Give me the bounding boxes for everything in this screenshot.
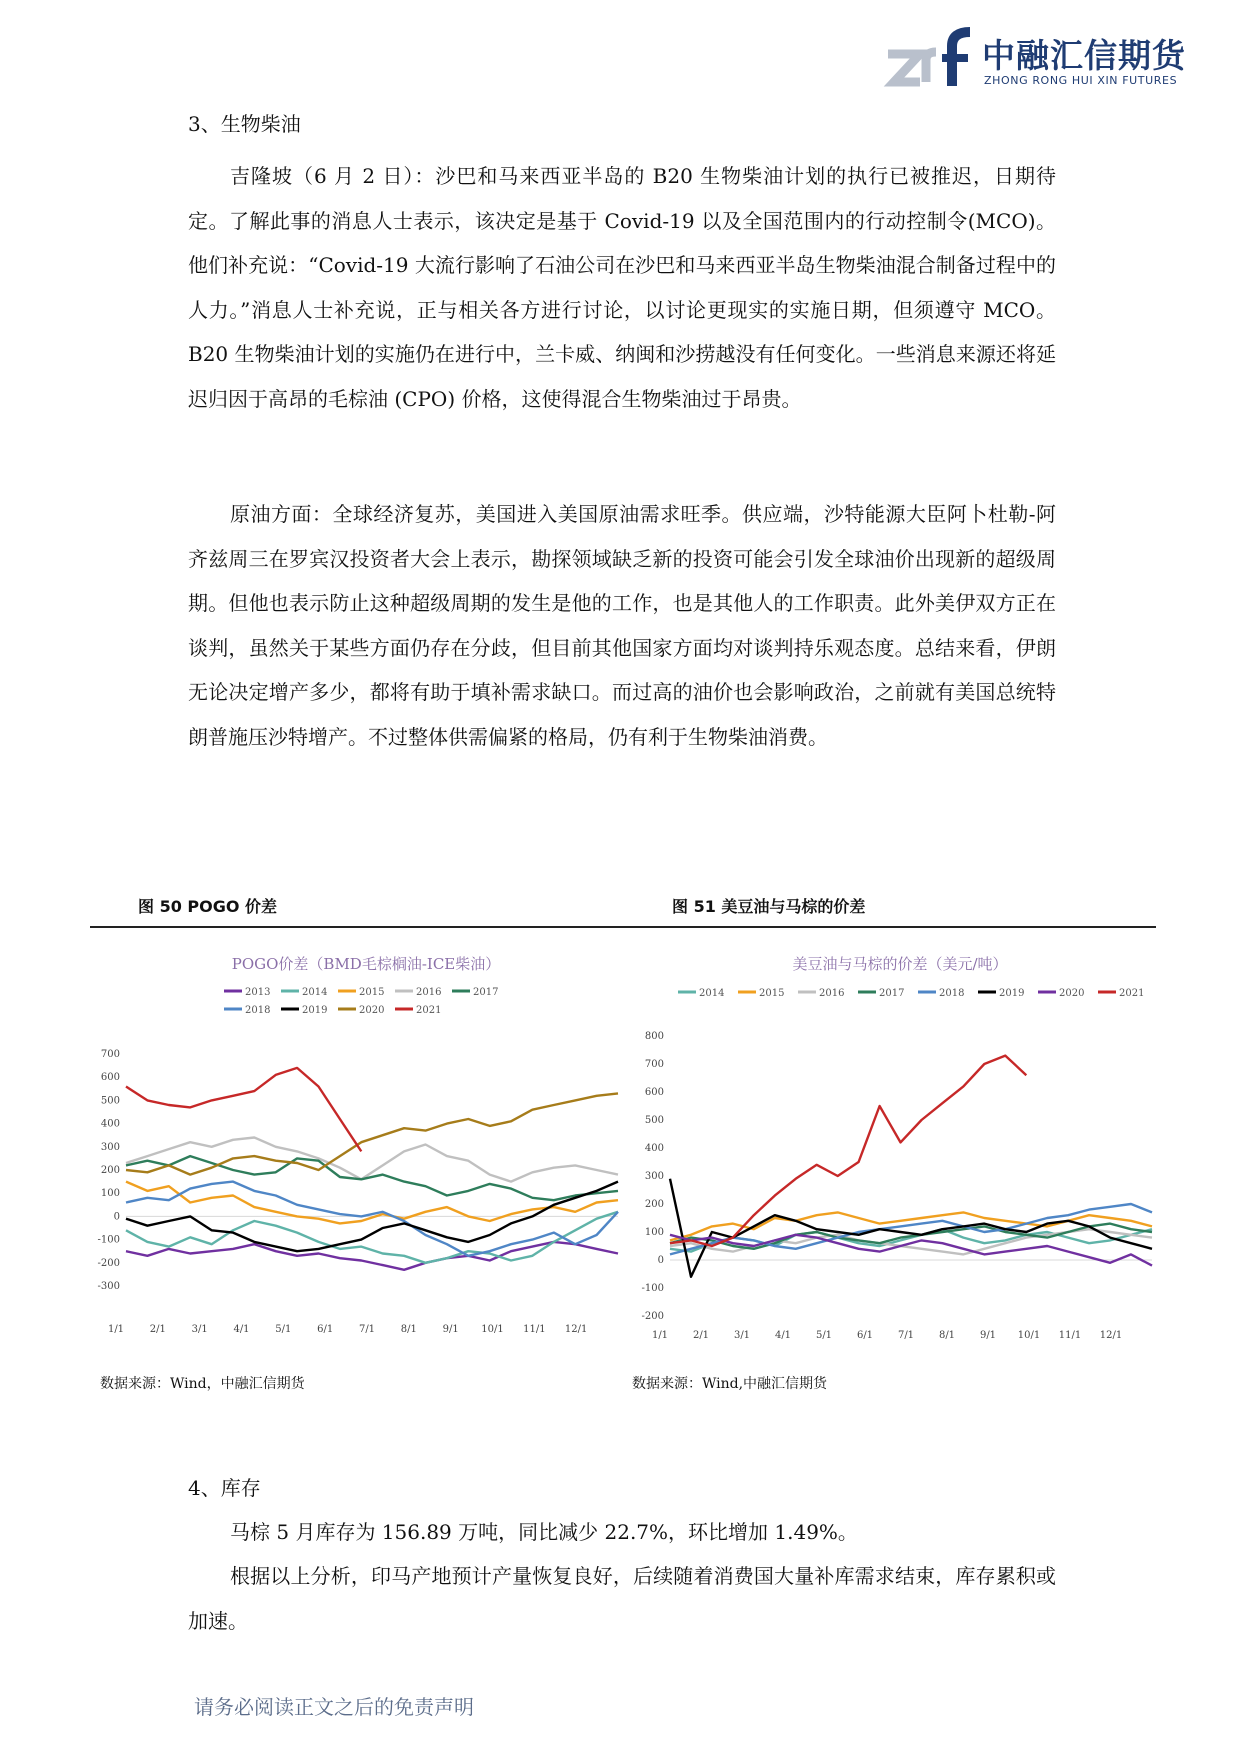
figure-50-source: 数据来源：Wind，中融汇信期货 — [100, 1376, 305, 1392]
x-tick-label: 9/1 — [979, 1330, 997, 1341]
legend-label: 2019 — [302, 1005, 328, 1016]
y-tick-label: 500 — [644, 1115, 664, 1126]
legend-label: 2020 — [359, 1005, 385, 1016]
legend-label: 2021 — [416, 1005, 442, 1016]
chart-pogo-spread — [96, 936, 636, 1346]
y-tick-label: -300 — [97, 1281, 120, 1292]
x-tick-label: 1/1 — [651, 1330, 669, 1341]
x-tick-label: 7/1 — [358, 1324, 376, 1335]
x-tick-label: 8/1 — [938, 1330, 956, 1341]
legend-label: 2018 — [245, 1005, 271, 1016]
y-tick-label: 500 — [100, 1095, 120, 1107]
x-tick-label: 4/1 — [774, 1330, 792, 1341]
series-line-2020 — [126, 1093, 618, 1174]
chart-soyoil-palm-spread — [630, 936, 1170, 1346]
x-tick-label: 9/1 — [442, 1324, 459, 1335]
legend-label: 2016 — [819, 988, 845, 999]
company-logo — [880, 26, 1200, 96]
section-heading-inventory: 4、库存 — [188, 1476, 261, 1500]
y-tick-label: 600 — [644, 1087, 664, 1098]
y-tick-label: 100 — [644, 1227, 664, 1238]
x-tick-label: 11/1 — [523, 1324, 546, 1335]
y-tick-label: 300 — [644, 1171, 664, 1182]
legend-label: 2019 — [999, 988, 1025, 999]
series-line-2017 — [126, 1156, 618, 1200]
y-tick-label: 400 — [100, 1118, 120, 1130]
x-tick-label: 3/1 — [733, 1330, 751, 1341]
figure-51-caption: 图 51 美豆油与马棕的价差 — [672, 897, 866, 916]
x-tick-label: 2/1 — [149, 1324, 166, 1335]
figure-divider — [90, 926, 1156, 928]
x-tick-label: 3/1 — [191, 1324, 208, 1335]
y-tick-label: -200 — [641, 1311, 664, 1322]
x-tick-label: 10/1 — [481, 1324, 504, 1335]
section-heading-biodiesel: 3、生物柴油 — [188, 112, 301, 136]
series-line-2014 — [126, 1212, 618, 1263]
legend-label: 2015 — [359, 987, 385, 998]
legend-label: 2014 — [699, 988, 725, 999]
figure-50-caption: 图 50 POGO 价差 — [138, 897, 278, 916]
y-tick-label: 200 — [644, 1199, 664, 1210]
y-tick-label: 800 — [644, 1031, 664, 1042]
paragraph-crude-oil: 原油方面：全球经济复苏，美国进入美国原油需求旺季。供应端，沙特能源大臣阿卜杜勒-阿齐兹周三在罗宾汉投资者大会上表示，勘探领域缺乏新的投资可能会引发全球油价出现新的超级周期。但他也表示防止这种超级周期的发生是他的工作，也是其他人的工作职责。此外美伊双方正在谈判，虽然关于某些方面仍存在分歧，但目前其他国家方面均对谈判持乐观态度。总结来看，伊朗无论决定增产多少，都将有助于填补需求缺口。而过高的油价也会影响政治，之前就有美国总统特朗普施压沙特增产。不过整体供需偏紧的格局，仍有利于生物柴油消费。 — [188, 502, 1056, 749]
x-tick-label: 12/1 — [1099, 1330, 1123, 1341]
x-tick-label: 12/1 — [564, 1324, 588, 1335]
paragraph-biodiesel-news: 吉隆坡（6 月 2 日）：沙巴和马来西亚半岛的 B20 生物柴油计划的执行已被推迟，日期待定。了解此事的消息人士表示，该决定是基于 Covid-19 以及全国范围内的行动控制令(MCO)。他们补充说：“Covid-19 大流行影响了石油公司在沙巴和马来西亚半岛生物柴油混合制备过程中的人力。”消息人士补充说，正与相关各方进行讨论，以讨论更现实的实施日期，但须遵守 MCO。B20 生物柴油计划的实施仍在进行中，兰卡威、纳闽和沙捞越没有任何变化。一些消息来源还将延迟归因于高昂的毛棕油 (CPO) 价格，这使得混合生物柴油过于昂贵。 — [188, 164, 1056, 411]
series-line-2021 — [670, 1056, 1026, 1246]
chart-title: 美豆油与马棕的价差（美元/吨） — [792, 955, 1008, 973]
company-name-cn: 中融汇信期货 — [982, 36, 1186, 75]
x-tick-label: 1/1 — [107, 1324, 125, 1335]
y-tick-label: 100 — [100, 1188, 120, 1200]
legend-label: 2020 — [1059, 988, 1085, 999]
y-tick-label: -100 — [641, 1283, 664, 1294]
legend-label: 2014 — [302, 987, 328, 998]
series-line-2015 — [126, 1182, 618, 1224]
x-tick-label: 6/1 — [317, 1324, 334, 1335]
x-tick-label: 6/1 — [856, 1330, 874, 1341]
zrf-logo-mark — [880, 26, 980, 96]
figure-51-source: 数据来源：Wind,中融汇信期货 — [632, 1376, 828, 1392]
x-tick-label: 4/1 — [233, 1324, 250, 1335]
legend-label: 2016 — [416, 987, 442, 998]
y-tick-label: -200 — [97, 1257, 120, 1269]
legend-label: 2018 — [939, 988, 965, 999]
legend-label: 2015 — [759, 988, 785, 999]
paragraph-inventory-outlook: 根据以上分析，印马产地预计产量恢复良好，后续随着消费国大量补库需求结束，库存累积或加速。 — [188, 1564, 1056, 1633]
legend-label: 2013 — [245, 987, 271, 998]
legend-label: 2017 — [879, 988, 905, 999]
y-tick-label: 600 — [100, 1072, 120, 1084]
x-tick-label: 11/1 — [1058, 1330, 1082, 1341]
company-name-en: ZHONG RONG HUI XIN FUTURES — [984, 74, 1178, 87]
x-tick-label: 7/1 — [897, 1330, 915, 1341]
legend-label: 2021 — [1119, 988, 1145, 999]
y-tick-label: 200 — [100, 1165, 120, 1176]
y-tick-label: 300 — [100, 1141, 120, 1153]
legend-label: 2017 — [473, 987, 499, 998]
y-tick-label: 0 — [657, 1255, 664, 1266]
chart-title: POGO价差（BMD毛棕榈油-ICE柴油） — [231, 955, 501, 973]
footer-disclaimer: 请务必阅读正文之后的免责声明 — [194, 1695, 474, 1719]
y-tick-label: 700 — [644, 1059, 664, 1070]
series-line-2013 — [126, 1242, 618, 1270]
paragraph-inventory-data: 马棕 5 月库存为 156.89 万吨，同比减少 22.7%，环比增加 1.49%。 — [230, 1520, 858, 1544]
y-tick-label: 0 — [113, 1211, 120, 1223]
x-tick-label: 8/1 — [400, 1324, 417, 1335]
x-tick-label: 10/1 — [1017, 1330, 1041, 1341]
y-tick-label: 400 — [644, 1143, 664, 1154]
x-tick-label: 5/1 — [815, 1330, 833, 1341]
y-tick-label: 700 — [100, 1049, 120, 1060]
x-tick-label: 2/1 — [692, 1330, 710, 1341]
y-tick-label: -100 — [97, 1234, 120, 1246]
x-tick-label: 5/1 — [275, 1324, 292, 1335]
